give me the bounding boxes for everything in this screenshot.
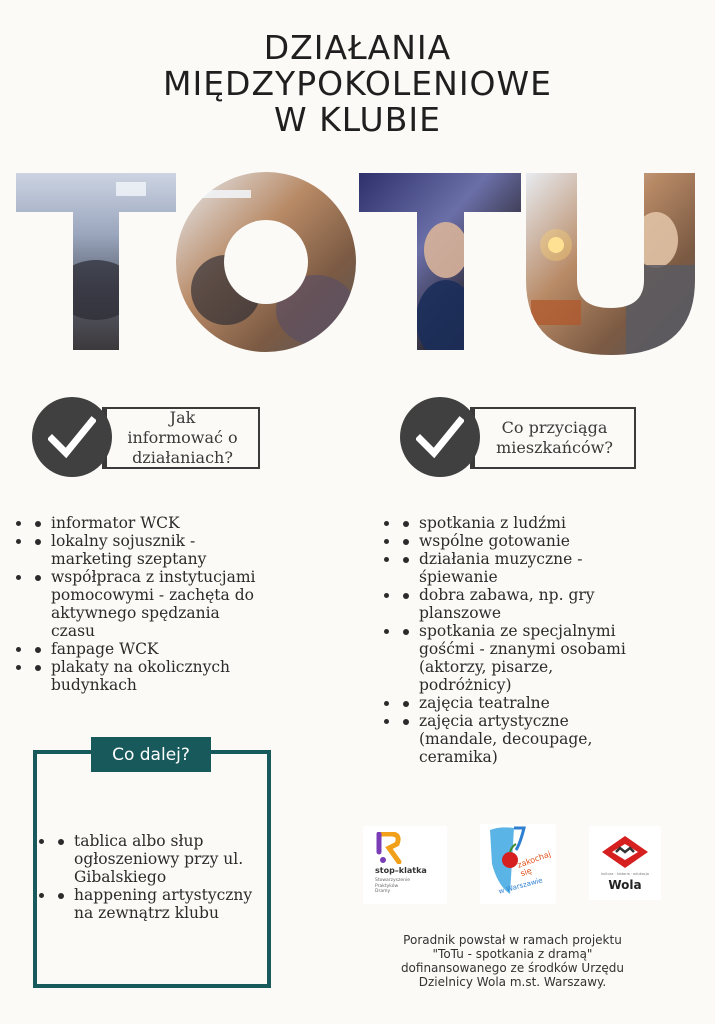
next-item: • tablica albo słup ogłoszeniowy przy ul. Gibalskiego [55,832,270,886]
zakochaj-line-1: zakochaj się [516,849,553,879]
left-item: • informator WCK [32,514,282,532]
callout-right [400,397,636,477]
callout-right-label [470,407,636,469]
stop-klatka-sub: Stowarzyszenie Praktyków Dramy [375,878,411,894]
right-item: • spotkania z ludźmi [400,514,640,532]
totu-photo-letters [16,170,698,355]
title-line-1: DZIAŁANIA [263,28,452,67]
callout-left-label [102,407,260,469]
next-steps-list [55,832,270,922]
callout-right-line-1: Co przyciąga [501,418,608,437]
zakochaj-sie-w-warszawie-logo [480,824,556,904]
next-steps-label: Co dalej? [91,737,211,772]
right-item: • zajęcia teatralne [400,694,640,712]
checkmark-icon [416,415,464,459]
stop-klatka-logo [363,826,447,904]
right-item: • dobra zabawa, np. gry planszowe [400,586,640,622]
right-item: • zajęcia artystyczne (mandale, decoupage, ceramika) [400,712,640,766]
checkmark-icon [48,415,96,459]
footer-line-1: Poradnik powstał w ramach projektu [403,933,622,947]
footer-line-4: Dzielnicy Wola m.st. Warszawy. [418,975,607,989]
right-bullet-list [400,514,640,766]
callout-left [32,397,260,477]
left-item: • plakaty na okolicznych budynkach [32,658,282,694]
callout-left-line-2: informować o [127,428,238,447]
wola-tagline: kultura · historia · edukacja [601,872,649,876]
right-item: • wspólne gotowanie [400,532,640,550]
page-title [0,30,715,138]
stop-klatka-mark-icon [375,832,405,864]
left-bullet-list [32,514,282,694]
footer-line-2: "ToTu - spotkania z dramą" [432,947,593,961]
next-item: • happening artystyczny na zewnątrz klubu [55,886,270,922]
right-item: • działania muzyczne - śpiewanie [400,550,640,586]
left-item: • współpraca z instytucjami pomocowymi - zachęta do aktywnego spędzania czasu [32,568,282,640]
wola-name: Wola [608,878,642,892]
left-item: • fanpage WCK [32,640,282,658]
zakochaj-line-2: w Warszawie [497,876,544,896]
wola-diamond-icon [600,834,650,870]
callout-right-line-2: mieszkańców? [496,438,613,457]
left-item: • lokalny sojusznik - marketing szeptany [32,532,282,568]
callout-left-line-3: działaniach? [132,448,233,467]
check-circle-right [400,397,480,477]
footer-line-3: dofinansowanego ze środków Urzędu [400,961,625,975]
footer-note [370,933,655,989]
check-circle-left [32,397,112,477]
wola-logo [589,826,661,900]
title-line-3: W KLUBIE [274,100,441,139]
right-item: • spotkania ze specjalnymi gośćmi - znanymi osobami (aktorzy, pisarze, podróżnicy) [400,622,640,694]
stop-klatka-name: stop–klatka [375,866,427,875]
title-line-2: MIĘDZYPOKOLENIOWE [162,64,553,103]
callout-left-line-1: Jak [169,408,196,427]
